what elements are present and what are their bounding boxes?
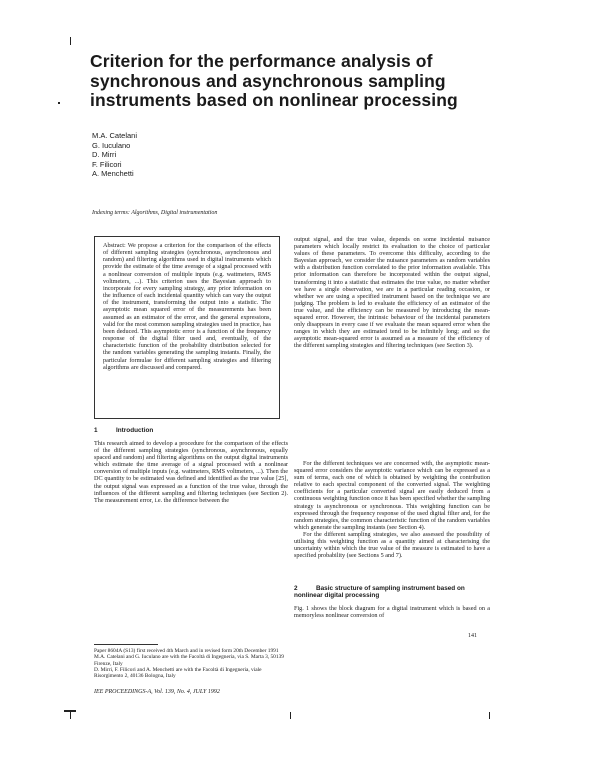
footnote <box>94 648 290 679</box>
paper-title: Criterion for the performance analysis of synchronous and asynchronous sampling instruments based on nonlinear processing <box>90 51 458 110</box>
left-column-body <box>94 440 288 640</box>
section-number: 1 <box>94 427 98 434</box>
author-name: F. Filicori <box>92 159 122 169</box>
footnote-line: Paper 8604A (S13) first received 4th March and in revised form 20th December 1991 <box>94 648 279 654</box>
scan-mark-bottom-left-tick <box>70 710 71 719</box>
section-number: 2 <box>294 585 298 592</box>
page-number: 141 <box>468 633 477 639</box>
right-column-part-1 <box>294 236 490 451</box>
author-name: A. Menchetti <box>92 169 134 179</box>
abstract-text: Abstract: We propose a criterion for the comparison of the effects of different sampling strategies (synchronous, asynchronous and random) and filtering algorithms used in digital instruments which provide the estimate of the time average of a signal processed with a nonlinear conversion of multiple inputs (e.g. wattmeters, RMS voltmeters, ...). This criterion uses the Bayesian approach to incorporate for every sampling strategy, any prior information on the influence of each incidental quantity which can vary the output of the instrument, transforming the output into a statistic. The asymptotic mean squared error of the measurements has been assumed as an estimator of the error, and the general expressions, valid for the most common sampling strategies used in practice, has been deduced. This asymptotic error is a function of the frequency response of the digital filter used and, eventually, of the characteristic function of the probability distribution selected for the random variables generating the sampling instants. Finally, the particular formulae for different sampling strategies and filtering algorithms are discussed and compared. <box>103 242 271 371</box>
right-column-part-2 <box>294 460 490 578</box>
author-name: D. Mirri <box>92 150 117 160</box>
paragraph: For the different sampling strategies, we also assessed the possibility of utilising this weighting function as a quantity aimed at characterising the uncertainty within which the true value of the measure is estimated to have a specified probability (see Sections 5 and 7). <box>294 530 490 560</box>
footnote-rule <box>94 644 158 645</box>
paragraph: output signal, and the true value, depends on some incidental nuisance parameters which locally restrict its evaluation to the choice of particular values of these parameters. To overcome this difficulty, according to the Bayesian approach, we consider the nuisance parameters as random variables with a distribution function correlated to the prior information available. This prior information can therefore be incorporated within the output signal, transforming it into a statistic that estimates the true value, no matter whether we have a single observation, we are in a particular reading occasion, or whether we are using a specified instrument based on the technique we are judging. The problem is led to evaluate the efficiency of an estimator of the true value, and the efficiency can be measured by introducing the mean-squared error. However, the intrinsic behaviour of the incidental parameters only disappears in every case if we evaluate the mean squared error when the ranges in which they are estimated tend to be infinitely long; and so the asymptotic mean-squared error is assumed as a measure of the efficiency of the different sampling strategies and filtering techniques (see Section 3). <box>294 236 490 350</box>
author-name: M.A. Catelani <box>92 131 138 140</box>
paragraph: Fig. 1 shows the block diagram for a digital instrument which is based on a memoryless nonlinear conversion of <box>294 605 490 620</box>
paragraph: This research aimed to develop a procedure for the comparison of the effects of the different sampling strategies (synchronous, asynchronous, equally spaced and random) and filtering algorithms on the output digital instruments which estimate the time average of a signal processed with a nonlinear conversion of multiple inputs (e.g. wattmeters, RMS voltmeters, ...). Then the DC quantity to be estimated was defined and identified as the true value [25], the output signal was expressed as a function of the true value, through the influences of the different sampling and filtering techniques (see Section 2). The measurement error, i.e. the difference between the <box>94 440 288 504</box>
author-name: G. Iuculano <box>92 140 131 150</box>
indexing-terms: Indexing terms: Algorithms, Digital instrumentation <box>92 210 218 216</box>
section-heading-introduction <box>94 427 288 434</box>
footnote-line: D. Mirri, F. Filicori and A. Menchetti are with the Facoltà di Ingegneria, viale Risorgimento 2, 40136 Bologna, Italy <box>94 666 262 680</box>
abstract-box <box>94 236 280 419</box>
section-title: Introduction <box>116 427 154 434</box>
right-column-part-3 <box>294 605 490 631</box>
author-list <box>92 131 137 179</box>
paragraph: For the different techniques we are concerned with, the asymptotic mean-squared error considers the asymptotic variance which can be expressed as a sum of terms, each one of which is obtained by weighting the contribution relative to each spectral component of the converted signal. The weighting coefficients for a particular converted signal are easily deduced from a continuous weighting function once it has been specified whether the sampling strategy is asynchronous or synchronous. This weighting function can be expressed through the frequency response of the used digital filter and, for the random strategies, the common characteristic function of the random variables which generate the sampling instants (see Section 4). <box>294 460 490 531</box>
section-heading-basic-structure <box>294 585 490 600</box>
scan-mark-top-left <box>70 37 71 45</box>
section-title: Basic structure of sampling instrument based on nonlinear digital processing <box>294 585 465 600</box>
footnote-line: M.A. Catelani and G. Iuculano are with the Facoltà di Ingegneria, via S. Marta 3, 50139 Firenze, Italy <box>94 654 284 667</box>
scan-mark-bottom-mid <box>290 712 291 719</box>
journal-citation: IEE PROCEEDINGS-A, Vol. 139, No. 4, JULY 1992 <box>94 689 220 695</box>
scan-mark-left-dot <box>58 102 60 104</box>
scan-mark-bottom-right <box>489 712 490 719</box>
